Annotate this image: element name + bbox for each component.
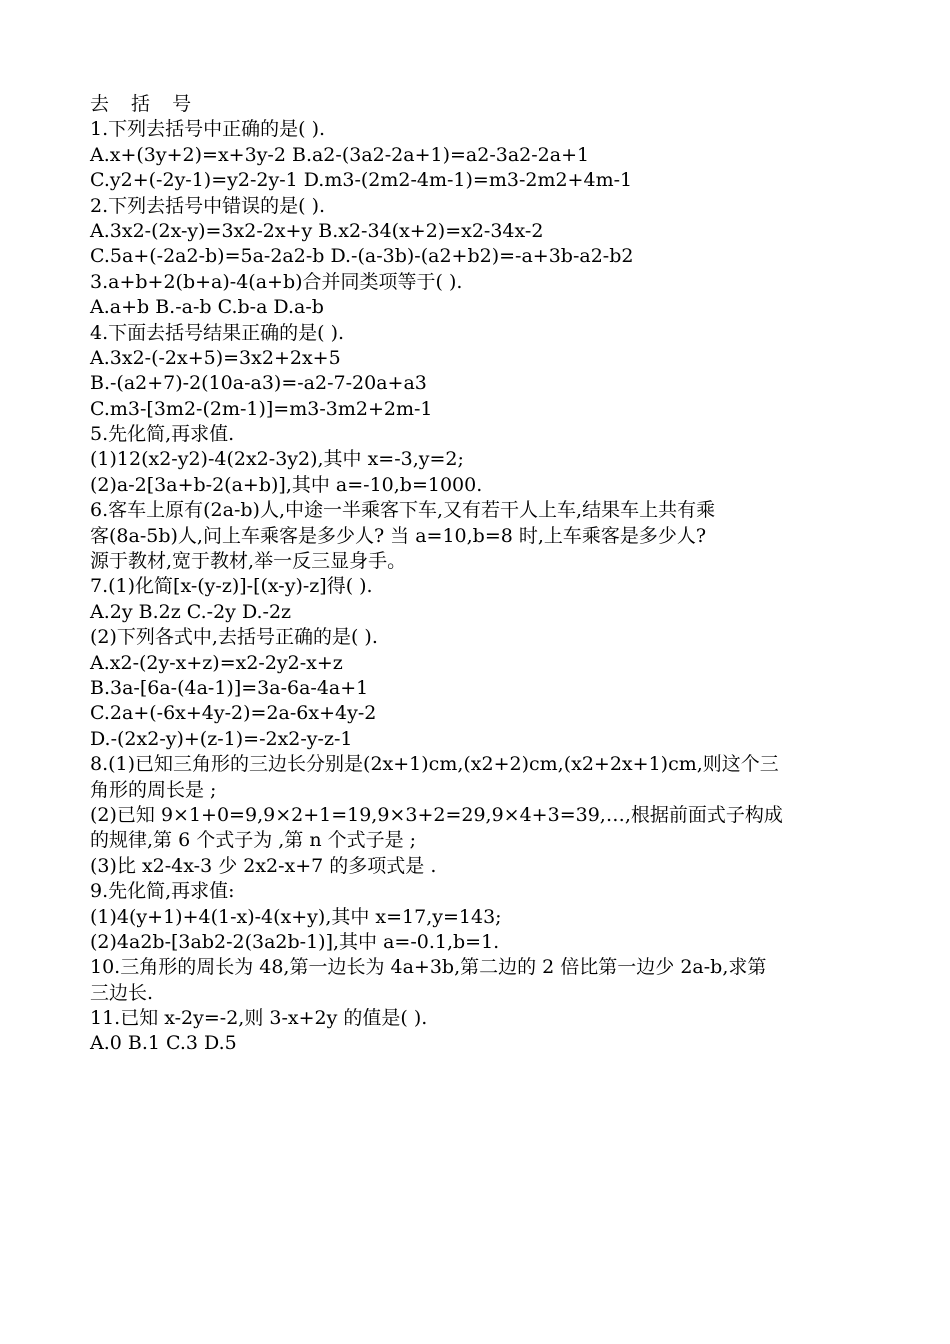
question-7-option-b: B.3a-[6a-(4a-1)]=3a-6a-4a+1 [90, 676, 369, 699]
question-7-part-1: 7.(1)化简[x-(y-z)]-[(x-y)-z]得( ). [90, 575, 373, 598]
question-10-line-1: 10.三角形的周长为 48,第一边长为 4a+3b,第二边的 2 倍比第一边少 2a-b,求第 [90, 956, 767, 979]
question-11: 11.已知 x-2y=-2,则 3-x+2y 的值是( ). [90, 1007, 428, 1030]
question-1: 1.下列去括号中正确的是( ). [90, 118, 326, 141]
question-7-part-2: (2)下列各式中,去括号正确的是( ). [90, 626, 378, 649]
document-page [90, 92, 880, 1057]
question-3-options: A.a+b B.-a-b C.b-a D.a-b [90, 296, 324, 319]
question-8-part-2-line-1: (2)已知 9×1+0=9,9×2+1=19,9×3+2=29,9×4+3=39,…,根据前面式子构成 [90, 803, 783, 826]
question-7-option-c: C.2a+(-6x+4y-2)=2a-6x+4y-2 [90, 702, 377, 725]
question-4-option-a: A.3x2-(-2x+5)=3x2+2x+5 [90, 346, 341, 369]
question-2-options-ab: A.3x2-(2x-y)=3x2-2x+y B.x2-34(x+2)=x2-34x-2 [90, 219, 544, 242]
question-6-line-1: 6.客车上原有(2a-b)人,中途一半乘客下车,又有若干人上车,结果车上共有乘 [90, 499, 716, 522]
question-4: 4.下面去括号结果正确的是( ). [90, 321, 345, 344]
question-4-option-b: B.-(a2+7)-2(10a-a3)=-a2-7-20a+a3 [90, 372, 427, 395]
question-5-part-2: (2)a-2[3a+b-2(a+b)],其中 a=-10,b=1000. [90, 473, 483, 496]
question-7-option-a: A.x2-(2y-x+z)=x2-2y2-x+z [90, 651, 343, 674]
question-2-options-cd: C.5a+(-2a2-b)=5a-2a2-b D.-(a-3b)-(a2+b2)=-a+3b-a2-b2 [90, 245, 634, 268]
question-4-option-c: C.m3-[3m2-(2m-1)]=m3-3m2+2m-1 [90, 397, 433, 420]
question-9: 9.先化简,再求值: [90, 880, 235, 903]
question-9-part-1: (1)4(y+1)+4(1-x)-4(x+y),其中 x=17,y=143; [90, 905, 502, 928]
question-10-line-2: 三边长. [90, 981, 154, 1004]
question-1-options-cd: C.y2+(-2y-1)=y2-2y-1 D.m3-(2m2-4m-1)=m3-2m2+4m-1 [90, 169, 633, 192]
question-9-part-2: (2)4a2b-[3ab2-2(3a2b-1)],其中 a=-0.1,b=1. [90, 930, 500, 953]
question-8-part-1-line-1: 8.(1)已知三角形的三边长分别是(2x+1)cm,(x2+2)cm,(x2+2x+1)cm,则这个三 [90, 753, 779, 776]
question-8-part-2-line-2: 的规律,第 6 个式子为 ,第 n 个式子是 ; [90, 829, 417, 852]
section-heading: 源于教材,宽于教材,举一反三显身手。 [90, 550, 407, 573]
question-8-part-1-line-2: 角形的周长是 ; [90, 778, 217, 801]
question-2: 2.下列去括号中错误的是( ). [90, 194, 326, 217]
question-8-part-3: (3)比 x2-4x-3 少 2x2-x+7 的多项式是 . [90, 854, 437, 877]
question-6-line-2: 客(8a-5b)人,问上车乘客是多少人? 当 a=10,b=8 时,上车乘客是多少人? [90, 524, 707, 547]
question-7-option-d: D.-(2x2-y)+(z-1)=-2x2-y-z-1 [90, 727, 353, 750]
question-1-options-ab: A.x+(3y+2)=x+3y-2 B.a2-(3a2-2a+1)=a2-3a2-2a+1 [90, 143, 590, 166]
question-5-part-1: (1)12(x2-y2)-4(2x2-3y2),其中 x=-3,y=2; [90, 448, 464, 471]
question-11-options: A.0 B.1 C.3 D.5 [90, 1032, 237, 1055]
question-3: 3.a+b+2(b+a)-4(a+b)合并同类项等于( ). [90, 270, 463, 293]
document-title: 去 括 号 [90, 93, 200, 115]
question-7-part-1-options: A.2y B.2z C.-2y D.-2z [90, 600, 292, 623]
question-5: 5.先化简,再求值. [90, 423, 235, 446]
